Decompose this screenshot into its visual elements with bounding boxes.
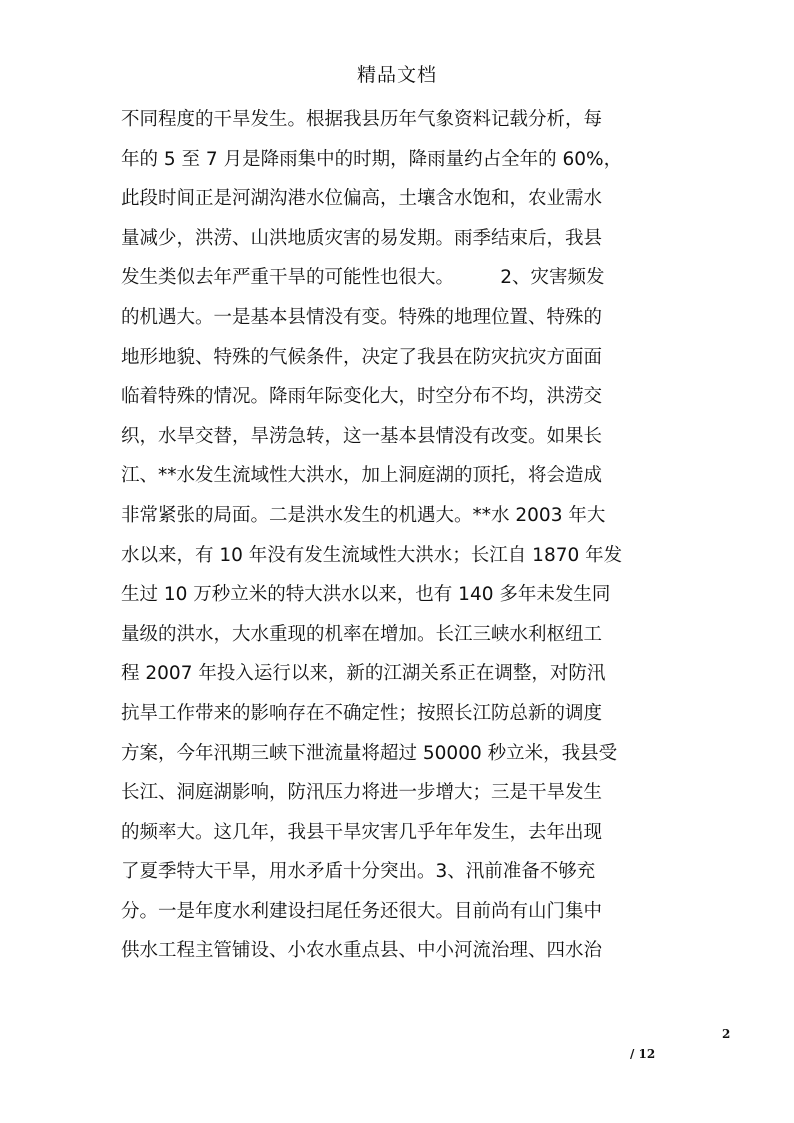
text-line: 方案，今年汛期三峡下泄流量将超过 50000 秒立米，我县受 xyxy=(121,742,618,764)
text-line: 供水工程主管铺设、小农水重点县、中小河流治理、四水治 xyxy=(121,940,603,962)
text-line: 的频率大。这几年，我县干旱灾害几乎年年发生，去年出现 xyxy=(121,821,603,843)
text-line: 的机遇大。一是基本县情没有变。特殊的地理位置、特殊的 xyxy=(121,306,603,328)
text-line: 抗旱工作带来的影响存在不确定性；按照长江防总新的调度 xyxy=(121,702,603,724)
text-line: 长江、洞庭湖影响，防汛压力将进一步增大；三是干旱发生 xyxy=(121,782,603,804)
text-line: 发生类似去年严重干旱的可能性也很大。 2、灾害频发 xyxy=(121,267,605,289)
text-line: 江、**水发生流域性大洪水，加上洞庭湖的顶托，将会造成 xyxy=(121,465,603,487)
text-line: 程 2007 年投入运行以来，新的江湖关系正在调整，对防汛 xyxy=(121,663,606,685)
page-header: 精品文档 xyxy=(356,64,437,86)
text-line: 水以来，有 10 年没有发生流域性大洪水；长江自 1870 年发 xyxy=(121,544,623,566)
text-line: 了夏季特大干旱，用水矛盾十分突出。3、汛前准备不够充 xyxy=(121,861,596,883)
text-line: 量减少，洪涝、山洪地质灾害的易发期。雨季结束后，我县 xyxy=(121,227,603,249)
text-line: 年的 5 至 7 月是降雨集中的时期，降雨量约占全年的 60%， xyxy=(121,148,623,170)
text-line: 地形地貌、特殊的气候条件，决定了我县在防灾抗灾方面面 xyxy=(121,346,603,368)
text-line: 量级的洪水，大水重现的机率在增加。长江三峡水利枢纽工 xyxy=(121,623,603,645)
text-line: 临着特殊的情况。降雨年际变化大，时空分布不均，洪涝交 xyxy=(121,386,603,408)
document-body xyxy=(121,100,683,971)
text-line: 此段时间正是河湖沟港水位偏高，土壤含水饱和，农业需水 xyxy=(121,188,603,210)
text-line: 非常紧张的局面。二是洪水发生的机遇大。**水 2003 年大 xyxy=(121,504,606,526)
text-line: 不同程度的干旱发生。根据我县历年气象资料记载分析，每 xyxy=(121,109,603,130)
page-total: / 12 xyxy=(630,1047,656,1061)
text-line: 生过 10 万秒立米的特大洪水以来，也有 140 多年未发生同 xyxy=(121,584,611,606)
text-line: 织，水旱交替，旱涝急转，这一基本县情没有改变。如果长 xyxy=(121,425,603,447)
page-number: 2 xyxy=(722,1027,731,1041)
text-line: 分。一是年度水利建设扫尾任务还很大。目前尚有山门集中 xyxy=(121,900,603,922)
